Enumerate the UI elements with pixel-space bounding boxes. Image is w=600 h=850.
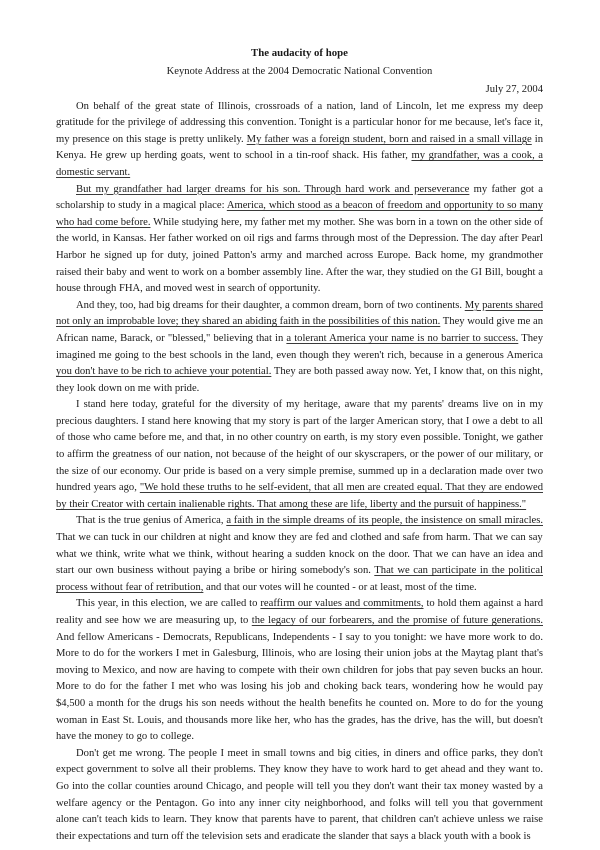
- text-run: They would give me an African name, Barack, or "blessed," believing that in: [56, 316, 543, 344]
- text-run: That is the true genius of America,: [76, 515, 227, 527]
- document-body: [56, 99, 543, 846]
- paragraph: [56, 99, 543, 182]
- underlined-phrase: My father was a foreign student, born and raised in a small village: [246, 133, 532, 145]
- text-run: This year, in this election, we are called to: [76, 598, 261, 610]
- document-title: The audacity of hope: [251, 47, 348, 59]
- text-run: They imagined me going to the best schools in the land, even though they weren't rich, because in a generous America: [56, 332, 543, 361]
- underlined-phrase: a faith in the simple dreams of its people, the insistence on small miracles.: [226, 515, 543, 527]
- text-run: They are both passed away now. Yet, I know that, on this night, they look down on me with pride.: [56, 366, 543, 394]
- document-subtitle: Keynote Address at the 2004 Democratic National Convention: [166, 66, 433, 77]
- text-run: And fellow Americans - Democrats, Republicans, Independents - I say to you tonight: we have more work to do. More to do for the workers I met in Galesburg, Illinois, who are losing their union jobs at the Maytag plant that's moving to Mexico, and now are having to compete with their own children for jobs that pay seven bucks an hour. More to do for the father I met who was losing his job and choking back tears, wondering how he would pay $4,500 a month for the drugs his son needs without the health benefits he counted on. More to do for the young woman in East St. Louis, and thousands more like her, who has the grades, has the drive, has the will, but doesn't have the money to go to college.: [56, 631, 543, 743]
- text-run: my father got a scholarship to study in a magical place:: [56, 183, 543, 212]
- underlined-phrase: That we can participate in the political process without fear of retribution,: [56, 565, 543, 593]
- text-run: And they, too, had big dreams for their daughter, a common dream, born of two continents.: [76, 299, 465, 311]
- underlined-phrase: America, which stood as a beacon of freedom and opportunity to so many who had come before.: [56, 200, 543, 228]
- text-run: and that our votes will he counted - or at least, most of the time.: [203, 581, 477, 593]
- text-run: I stand here today, grateful for the diversity of my heritage, aware that my parents' dreams live on in my precious daughters. I stand here knowing that my story is part of the larger American story, that I owe a debt to all of those who came before me, and that, in no other country on earth, is my story even possible. Tonight, we gather to affirm the greatness of our nation, not because of the height of our skyscrapers, or the power of our military, or the size of our economy. Our pride is based on a very simple premise, summed up in a declaration made over two hundred years ago,: [56, 399, 543, 494]
- text-run: While studying here, my father met my mother. She was born in a town on the other side of the world, in Kansas. Her father worked on oil rigs and farms through most of the Depression. The day after Pearl Harbor he signed up for duty, joined Patton's army and marched across Europe. Back home, my grandmother raised their baby and went to work on a bomber assembly line. After the war, they studied on the GI Bill, bought a house through FHA, and moved west in search of opportunity.: [56, 216, 543, 295]
- underlined-phrase: "We hold these truths to he self-evident, that all men are created equal. That they are endowed by their Creator with certain inalienable rights. That among these are life, liberty and the pursuit of happiness.": [56, 482, 543, 510]
- text-run: Don't get me wrong. The people I meet in small towns and big cities, in diners and office parks, they don't expect government to solve all their problems. They know they have to work hard to get ahead and they want to. Go into the collar counties around Chicago, and people will tell you they don't want their tax money wasted by a welfare agency or the Pentagon. Go into any inner city neighborhood, and folks will tell you that government alone can't teach kids to learn. They know that parents have to parent, that children can't achieve unless we raise their expectations and turn off the television sets and eradicate the slander that says a black youth with a book is: [56, 747, 543, 842]
- underlined-phrase: you don't have to be rich to achieve your potential.: [56, 366, 272, 378]
- underlined-phrase: the legacy of our forbearers, and the promise of future generations.: [251, 615, 543, 626]
- paragraph: [56, 182, 543, 298]
- underlined-phrase: my grandfather, was a cook, a domestic servant.: [56, 150, 543, 178]
- paragraph: [56, 298, 543, 398]
- paragraph: [56, 397, 543, 513]
- text-run: to hold them against a hard reality and see how we are measuring up, to: [56, 598, 543, 626]
- underlined-phrase: But my grandfather had larger dreams for his son. Through hard work and perseverance: [76, 183, 470, 195]
- underlined-phrase: reaffirm our values and commitments,: [260, 598, 424, 610]
- document-date: July 27, 2004: [485, 84, 543, 95]
- underlined-phrase: My parents shared not only an improbable love; they shared an abiding faith in the possibilities of this nation.: [56, 299, 543, 328]
- underlined-phrase: a tolerant America your name is no barrier to success.: [286, 332, 519, 344]
- paragraph: [56, 596, 543, 745]
- text-run: That we can tuck in our children at night and know they are fed and clothed and safe from harm. That we can say what we think, write what we think, without hearing a sudden knock on the door. That we can have an idea and start our own business without paying a bribe or hiring somebody's son.: [56, 532, 543, 577]
- text-run: On behalf of the great state of Illinois, crossroads of a nation, land of Lincoln, let me express my deep gratitude for the privilege of addressing this convention. Tonight is a particular honor for me because, let's face it, my presence on this stage is pretty unlikely.: [56, 100, 543, 145]
- paragraph: [56, 746, 543, 846]
- paragraph: [56, 513, 543, 596]
- text-run: in Kenya. He grew up herding goats, went to school in a tin-roof shack. His father,: [56, 133, 543, 162]
